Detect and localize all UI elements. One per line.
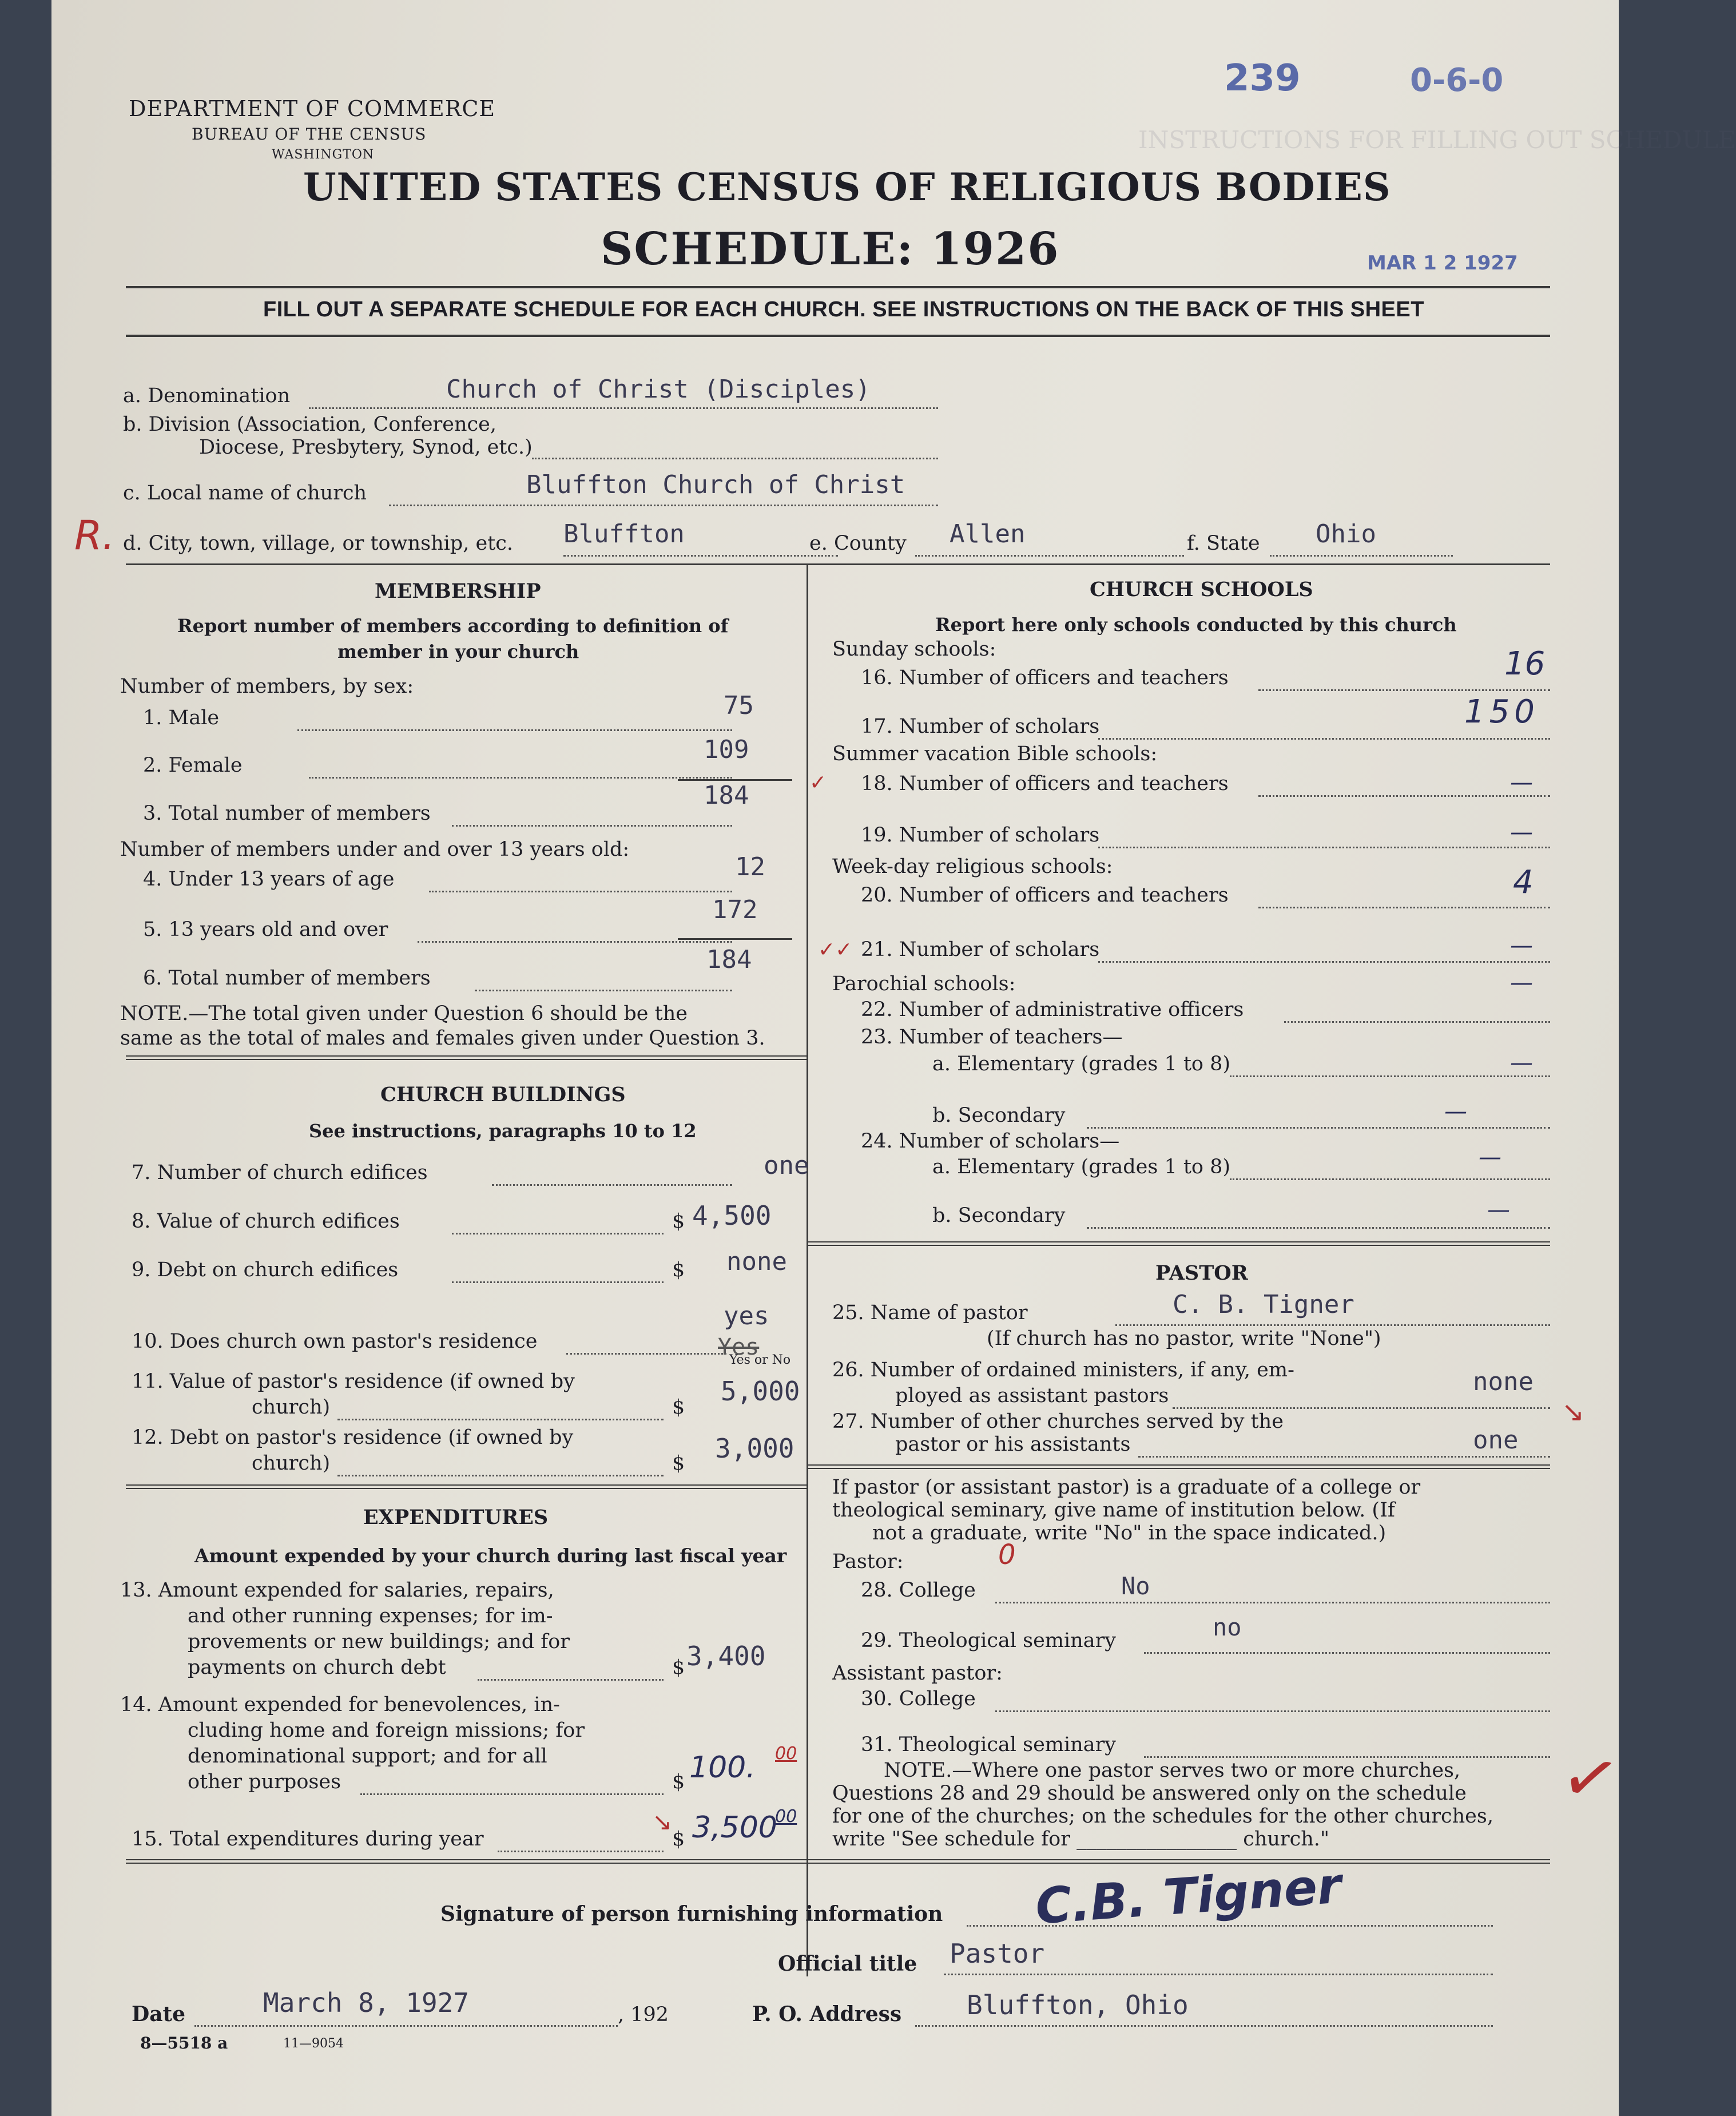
q10-printed-yes: Yes <box>718 1334 760 1360</box>
q8-value[interactable]: 4,500 <box>692 1200 772 1231</box>
q18-dash[interactable]: — <box>1510 769 1533 796</box>
q11-dollar-sign: $ <box>672 1396 685 1419</box>
q2-female-value[interactable]: 109 <box>704 735 749 764</box>
q24b-dash[interactable]: — <box>1487 1197 1510 1223</box>
q26-label-cont: ployed as assistant pastors <box>895 1384 1169 1407</box>
q5-13-and-over-label: 5. 13 years old and over <box>143 918 388 941</box>
q1-line <box>297 729 732 731</box>
q28-label: 28. College <box>861 1579 976 1602</box>
membership-note-cont: same as the total of males and females given under Question 3. <box>120 1027 765 1050</box>
q14-label-line4: other purposes <box>188 1770 341 1793</box>
denomination-value[interactable]: Church of Christ (Disciples) <box>446 375 871 404</box>
q17-line <box>1098 738 1550 740</box>
membership-note: NOTE.—The total given under Question 6 should be the <box>120 1002 688 1025</box>
q13-value[interactable]: 3,400 <box>686 1641 766 1672</box>
q20-line <box>1258 907 1550 908</box>
membership-subheading: Report number of members according to definition of <box>177 615 729 637</box>
denomination-label: a. Denomination <box>123 384 291 407</box>
q27-label-cont: pastor or his assistants <box>895 1433 1131 1456</box>
q27-label: 27. Number of other churches served by the <box>832 1410 1284 1433</box>
q26-label: 26. Number of ordained ministers, if any, em- <box>832 1359 1294 1381</box>
q9-line <box>452 1281 664 1283</box>
local-name-line <box>389 505 938 506</box>
form-number: 8—5518 a <box>140 2034 228 2053</box>
q12-label-cont: church) <box>252 1452 331 1475</box>
q3-line <box>452 825 732 827</box>
date-value[interactable]: March 8, 1927 <box>263 1987 470 2018</box>
q11-label: 11. Value of pastor's residence (if owned by <box>132 1370 575 1393</box>
q14-label-line2: cluding home and foreign missions; for <box>188 1719 585 1742</box>
expenditures-heading: EXPENDITURES <box>363 1506 549 1529</box>
q21-label: 21. Number of scholars <box>861 938 1100 961</box>
q9-debt-value[interactable]: none <box>726 1247 787 1276</box>
q18-label: 18. Number of officers and teachers <box>861 772 1229 795</box>
po-address-value[interactable]: Bluffton, Ohio <box>967 1990 1189 2020</box>
schools-rule <box>808 1241 1550 1246</box>
membership-subheading-cont: member in your church <box>337 641 579 662</box>
q10-residence-label: 10. Does church own pastor's residence <box>132 1330 538 1353</box>
parochial-schools-label: Parochial schools: <box>832 972 1016 995</box>
q31-label: 31. Theological seminary <box>861 1733 1117 1756</box>
q17-label: 17. Number of scholars <box>861 715 1100 738</box>
q22-dash[interactable]: — <box>1510 970 1533 996</box>
q13-label: 13. Amount expended for salaries, repairs, <box>120 1579 554 1602</box>
schools-subheading: Report here only schools conducted by this church <box>935 614 1457 636</box>
city-label: d. City, town, village, or township, etc. <box>123 532 513 555</box>
denomination-line <box>309 407 938 409</box>
q15-value-cents: 00 <box>775 1807 797 1827</box>
pastor-circle-mark-icon: 0 <box>998 1539 1016 1571</box>
division-line[interactable] <box>532 458 938 459</box>
q15-value[interactable]: 3,500 <box>692 1811 777 1845</box>
official-title-label: Official title <box>778 1952 917 1976</box>
division-label-cont: Diocese, Presbytery, Synod, etc.) <box>199 436 533 459</box>
q7-edifices-label: 7. Number of church edifices <box>132 1161 428 1184</box>
q30-line[interactable] <box>995 1710 1550 1712</box>
q11-line <box>337 1419 664 1420</box>
signature-value[interactable]: C.B. Tigner <box>1034 1857 1344 1936</box>
q19-label: 19. Number of scholars <box>861 824 1100 847</box>
q25-line <box>1115 1324 1550 1326</box>
instruction-banner: FILL OUT A SEPARATE SCHEDULE FOR EACH CHURCH. SEE INSTRUCTIONS ON THE BACK OF THIS SHEET <box>263 297 1424 321</box>
date-line <box>194 2025 618 2027</box>
official-title-line <box>944 1974 1493 1975</box>
margin-mark: R. <box>74 512 115 559</box>
q18-check-mark-icon: ✓ <box>809 771 827 795</box>
department-name: DEPARTMENT OF COMMERCE <box>129 96 496 121</box>
q30-label: 30. College <box>861 1688 976 1710</box>
graduate-instruction: If pastor (or assistant pastor) is a graduate of a college or <box>832 1476 1421 1499</box>
official-title-value[interactable]: Pastor <box>950 1938 1045 1969</box>
state-value[interactable]: Ohio <box>1316 519 1376 549</box>
q8-value-label: 8. Value of church edifices <box>132 1210 400 1233</box>
q10-line <box>566 1353 726 1355</box>
q26-line <box>1173 1407 1550 1409</box>
q21-check-mark-icon: ✓✓ <box>818 938 853 962</box>
q25-pastor-name[interactable]: C. B. Tigner <box>1173 1290 1354 1319</box>
column-divider <box>807 563 808 1976</box>
q27-check-mark-icon: ↘ <box>1562 1396 1585 1428</box>
q29-line <box>1144 1652 1550 1654</box>
q24-label: 24. Number of scholars— <box>861 1130 1120 1153</box>
city-value[interactable]: Bluffton <box>563 519 685 549</box>
q14-value-cents: 00 <box>775 1744 797 1764</box>
q4-line <box>429 891 732 892</box>
q15-check-mark-icon: ↘ <box>652 1808 673 1836</box>
q3-total-value[interactable]: 184 <box>704 781 749 810</box>
q24b-line <box>1087 1227 1550 1229</box>
q16-value[interactable]: 16 <box>1504 645 1546 682</box>
q2-female-label: 2. Female <box>143 754 243 777</box>
q19-line <box>1098 847 1550 848</box>
q12-line <box>337 1475 664 1476</box>
membership-rule <box>126 1055 807 1060</box>
q28-value[interactable]: No <box>1121 1572 1150 1600</box>
q25-note: (If church has no pastor, write "None") <box>987 1327 1381 1350</box>
pastor-note-line3: for one of the churches; on the schedules for the other churches, <box>832 1805 1493 1828</box>
identity-rule <box>126 563 1550 565</box>
pastor-note: NOTE.—Where one pastor serves two or more churches, <box>884 1759 1461 1782</box>
q27-line <box>1138 1456 1550 1458</box>
expenditures-subheading: Amount expended by your church during last fiscal year <box>194 1545 787 1567</box>
bureau-name: BUREAU OF THE CENSUS <box>192 125 427 144</box>
state-line <box>1270 555 1453 557</box>
q22-line <box>1284 1021 1550 1023</box>
local-name-label: c. Local name of church <box>123 482 367 505</box>
yes-or-no-hint: Yes or No <box>729 1353 791 1367</box>
date-year-print: , 192 <box>618 2003 669 2026</box>
graduate-instruction-cont: theological seminary, give name of institution below. (If <box>832 1499 1395 1522</box>
q12-value[interactable]: 3,000 <box>715 1433 794 1464</box>
q29-value[interactable]: no <box>1213 1613 1242 1641</box>
q17-value[interactable]: 150 <box>1464 693 1539 731</box>
q23a-label: a. Elementary (grades 1 to 8) <box>932 1053 1231 1075</box>
q4-under-13-label: 4. Under 13 years of age <box>143 868 395 891</box>
local-name-value[interactable]: Bluffton Church of Christ <box>526 470 905 499</box>
q18-line <box>1258 795 1550 797</box>
q1-male-value[interactable]: 75 <box>724 691 754 720</box>
county-label: e. County <box>809 532 907 555</box>
q23a-dash[interactable]: — <box>1510 1050 1533 1076</box>
q2-line <box>309 777 732 779</box>
schedule-title: SCHEDULE: 1926 <box>601 223 1060 275</box>
assistant-pastor-subheading: Assistant pastor: <box>832 1662 1003 1685</box>
pastor-note-line2: Questions 28 and 29 should be answered only on the schedule <box>832 1782 1467 1805</box>
q14-label-line3: denominational support; and for all <box>188 1745 547 1768</box>
buildings-heading: CHURCH BUILDINGS <box>380 1083 626 1106</box>
q9-dollar-sign: $ <box>672 1259 685 1281</box>
q9-debt-label: 9. Debt on church edifices <box>132 1259 399 1281</box>
census-form-sheet <box>51 0 1736 2116</box>
q10-answer[interactable]: yes <box>724 1301 769 1331</box>
q4-under-13-value[interactable]: 12 <box>735 852 765 882</box>
q6-line <box>475 990 732 991</box>
buildings-subheading: See instructions, paragraphs 10 to 12 <box>309 1120 697 1142</box>
q23-label: 23. Number of teachers— <box>861 1026 1123 1049</box>
q14-line <box>360 1793 664 1795</box>
signature-check-mark-icon: ✓ <box>1554 1734 1627 1824</box>
q20-value[interactable]: 4 <box>1513 864 1534 901</box>
q19-dash[interactable]: — <box>1510 819 1533 845</box>
buildings-rule <box>126 1484 807 1489</box>
q21-line <box>1098 961 1550 963</box>
q1-male-label: 1. Male <box>143 706 220 729</box>
q23b-dash[interactable]: — <box>1444 1098 1467 1125</box>
pastor-rule <box>808 1464 1550 1469</box>
city-line <box>563 555 838 557</box>
q13-label-line4: payments on church debt <box>188 1656 446 1679</box>
po-address-line <box>915 2025 1493 2027</box>
q31-line[interactable] <box>1144 1756 1550 1758</box>
q7-edifices-value[interactable]: one <box>764 1151 809 1180</box>
county-line <box>915 555 1184 557</box>
q24a-line <box>1230 1178 1550 1180</box>
q5-sum-rule <box>678 938 792 940</box>
q23b-label: b. Secondary <box>932 1104 1066 1127</box>
weekday-schools-label: Week-day religious schools: <box>832 855 1113 878</box>
signature-label: Signature of person furnishing information <box>440 1902 943 1926</box>
sunday-schools-label: Sunday schools: <box>832 638 996 661</box>
q8-dollar-sign: $ <box>672 1210 685 1233</box>
q24a-label: a. Elementary (grades 1 to 8) <box>932 1156 1231 1178</box>
state-label: f. State <box>1187 532 1260 555</box>
q6-total-label: 6. Total number of members <box>143 967 431 990</box>
q6-total-value[interactable]: 184 <box>706 945 752 974</box>
q11-value[interactable]: 5,000 <box>721 1376 800 1407</box>
q29-label: 29. Theological seminary <box>861 1629 1117 1652</box>
q15-total-label: 15. Total expenditures during year <box>132 1828 484 1851</box>
q12-dollar-sign: $ <box>672 1452 685 1475</box>
banner-rule <box>126 335 1550 337</box>
q5-13-and-over-value[interactable]: 172 <box>712 895 758 924</box>
q20-label: 20. Number of officers and teachers <box>861 884 1229 907</box>
q14-value[interactable]: 100. <box>689 1750 756 1785</box>
q14-dollar-sign: $ <box>672 1770 685 1793</box>
q15-dollar-sign: $ <box>672 1828 685 1851</box>
q5-line <box>418 941 732 943</box>
q25-label: 25. Name of pastor <box>832 1301 1028 1324</box>
q16-label: 16. Number of officers and teachers <box>861 666 1229 689</box>
q22-label: 22. Number of administrative officers <box>861 998 1244 1021</box>
q27-value[interactable]: one <box>1473 1426 1519 1455</box>
q7-line <box>492 1184 732 1186</box>
city-name: WASHINGTON <box>272 148 375 162</box>
stamp-code: 0-6-0 <box>1410 62 1504 99</box>
q13-line <box>478 1679 664 1681</box>
q26-value[interactable]: none <box>1473 1367 1534 1396</box>
members-by-age-label: Number of members under and over 13 years old: <box>120 838 630 861</box>
q3-total-label: 3. Total number of members <box>143 802 431 825</box>
members-by-sex-label: Number of members, by sex: <box>120 675 414 698</box>
pastor-note-line4: write "See schedule for ________________ church." <box>832 1828 1330 1851</box>
print-number: 11—9054 <box>283 2036 344 2051</box>
county-value[interactable]: Allen <box>950 519 1026 549</box>
q13-dollar-sign: $ <box>672 1656 685 1679</box>
q24b-label: b. Secondary <box>932 1204 1066 1227</box>
q13-label-line2: and other running expenses; for im- <box>188 1605 553 1627</box>
q21-dash[interactable]: — <box>1510 932 1533 959</box>
q23b-line <box>1087 1127 1550 1129</box>
date-label: Date <box>132 2002 186 2026</box>
vacation-schools-label: Summer vacation Bible schools: <box>832 743 1158 765</box>
header-rule <box>126 286 1550 288</box>
q16-line <box>1258 689 1550 691</box>
q13-label-line3: provements or new buildings; and for <box>188 1630 570 1653</box>
received-date-stamp: MAR 1 2 1927 <box>1367 252 1518 275</box>
form-title: UNITED STATES CENSUS OF RELIGIOUS BODIES <box>303 165 1391 209</box>
q24a-dash[interactable]: — <box>1479 1144 1501 1170</box>
pastor-subheading: Pastor: <box>832 1550 904 1573</box>
division-label: b. Division (Association, Conference, <box>123 413 496 436</box>
bleed-through-heading: INSTRUCTIONS FOR FILLING OUT SCHEDULE <box>1138 126 1736 154</box>
graduate-instruction-end: not a graduate, write "No" in the space indicated.) <box>872 1522 1387 1545</box>
po-address-label: P. O. Address <box>752 2002 902 2026</box>
q11-label-cont: church) <box>252 1396 331 1419</box>
q8-line <box>452 1233 664 1234</box>
q12-label: 12. Debt on pastor's residence (if owned by <box>132 1426 574 1449</box>
q23a-line <box>1230 1075 1550 1077</box>
membership-heading: MEMBERSHIP <box>375 579 541 603</box>
pastor-heading: PASTOR <box>1155 1261 1248 1285</box>
stamp-number: 239 <box>1224 57 1301 100</box>
schools-heading: CHURCH SCHOOLS <box>1090 578 1313 601</box>
q28-line <box>995 1602 1550 1603</box>
q15-line <box>498 1851 664 1852</box>
q14-label: 14. Amount expended for benevolences, in- <box>120 1693 560 1716</box>
